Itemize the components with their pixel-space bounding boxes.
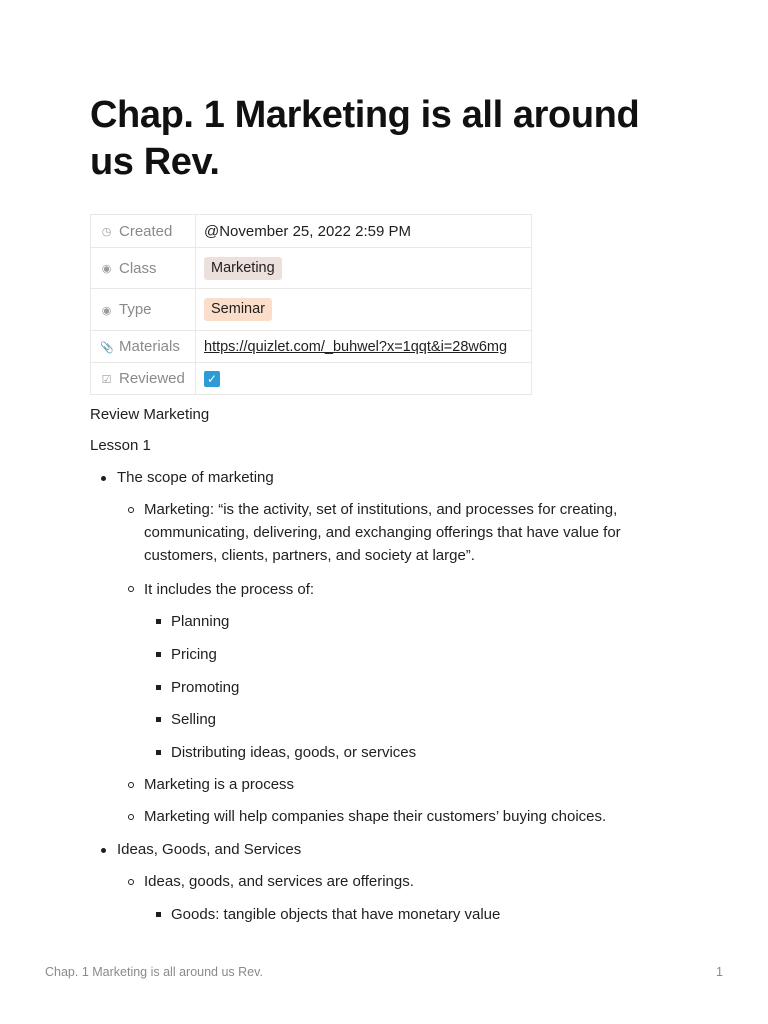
list-item-goods: Goods: tangible objects that have monetary value xyxy=(171,906,501,923)
paperclip-icon: 📎 xyxy=(100,341,114,354)
bullet-disc xyxy=(101,476,106,481)
property-row-materials xyxy=(91,331,532,363)
page-title: Chap. 1 Marketing is all around us Rev. xyxy=(90,94,640,183)
bullet-square xyxy=(156,717,161,722)
bullet-circle xyxy=(128,879,134,885)
footer-page-number: 1 xyxy=(716,965,723,979)
list-item-buying-choices: Marketing will help companies shape their customers’ buying choices. xyxy=(144,808,607,825)
type-label: Type xyxy=(119,301,152,318)
list-item-offerings: Ideas, goods, and services are offerings. xyxy=(144,873,414,890)
reviewed-label: Reviewed xyxy=(119,370,185,387)
footer-title: Chap. 1 Marketing is all around us Rev. xyxy=(45,965,263,979)
text-lesson-1: Lesson 1 xyxy=(90,437,151,454)
text-review-marketing: Review Marketing xyxy=(90,406,210,423)
list-item-definition: Marketing: “is the activity, set of institutions, and processes for creating, communicating, delivering, and exchanging offerings that have value for customers, clients, partners, and society at large”. xyxy=(144,501,621,564)
bullet-circle xyxy=(128,814,134,820)
bullet-square xyxy=(156,619,161,624)
bullet-circle xyxy=(128,586,134,592)
bullet-circle xyxy=(128,782,134,788)
list-item-scope: The scope of marketing xyxy=(117,469,274,486)
property-row-class xyxy=(91,248,532,289)
list-item-planning: Planning xyxy=(171,613,230,630)
list-item-is-process: Marketing is a process xyxy=(144,776,295,793)
materials-label: Materials xyxy=(119,338,180,355)
bullet-square xyxy=(156,652,161,657)
select-icon: ◉ xyxy=(101,263,112,276)
type-tag[interactable]: Seminar xyxy=(204,298,272,321)
created-label: Created xyxy=(119,222,173,240)
property-row-type xyxy=(91,289,532,331)
bullet-square xyxy=(156,750,161,755)
list-item-pricing: Pricing xyxy=(171,646,217,663)
select-icon: ◉ xyxy=(101,304,112,317)
properties-table xyxy=(90,214,532,395)
class-label: Class xyxy=(119,259,157,277)
property-row-created xyxy=(91,215,532,248)
list-item-promoting: Promoting xyxy=(171,679,240,696)
bullet-square xyxy=(156,912,161,917)
clock-icon: ◷ xyxy=(101,226,112,239)
bullet-circle xyxy=(128,507,134,513)
list-item-ideas-goods-services: Ideas, Goods, and Services xyxy=(117,841,302,858)
materials-link[interactable]: https://quizlet.com/_buhwel?x=1qqt&i=28w6mg xyxy=(204,339,508,355)
checkbox-property-icon: ☑ xyxy=(101,373,112,386)
list-item-selling: Selling xyxy=(171,711,217,728)
created-value[interactable]: @November 25, 2022 2:59 PM xyxy=(196,215,532,248)
bullet-square xyxy=(156,685,161,690)
bullet-disc xyxy=(101,848,106,853)
list-item-distributing: Distributing ideas, goods, or services xyxy=(171,744,417,761)
property-row-reviewed xyxy=(91,363,532,395)
reviewed-checkbox[interactable]: ✓ xyxy=(204,371,220,387)
list-item-process: It includes the process of: xyxy=(144,581,315,598)
class-tag[interactable]: Marketing xyxy=(204,257,282,280)
